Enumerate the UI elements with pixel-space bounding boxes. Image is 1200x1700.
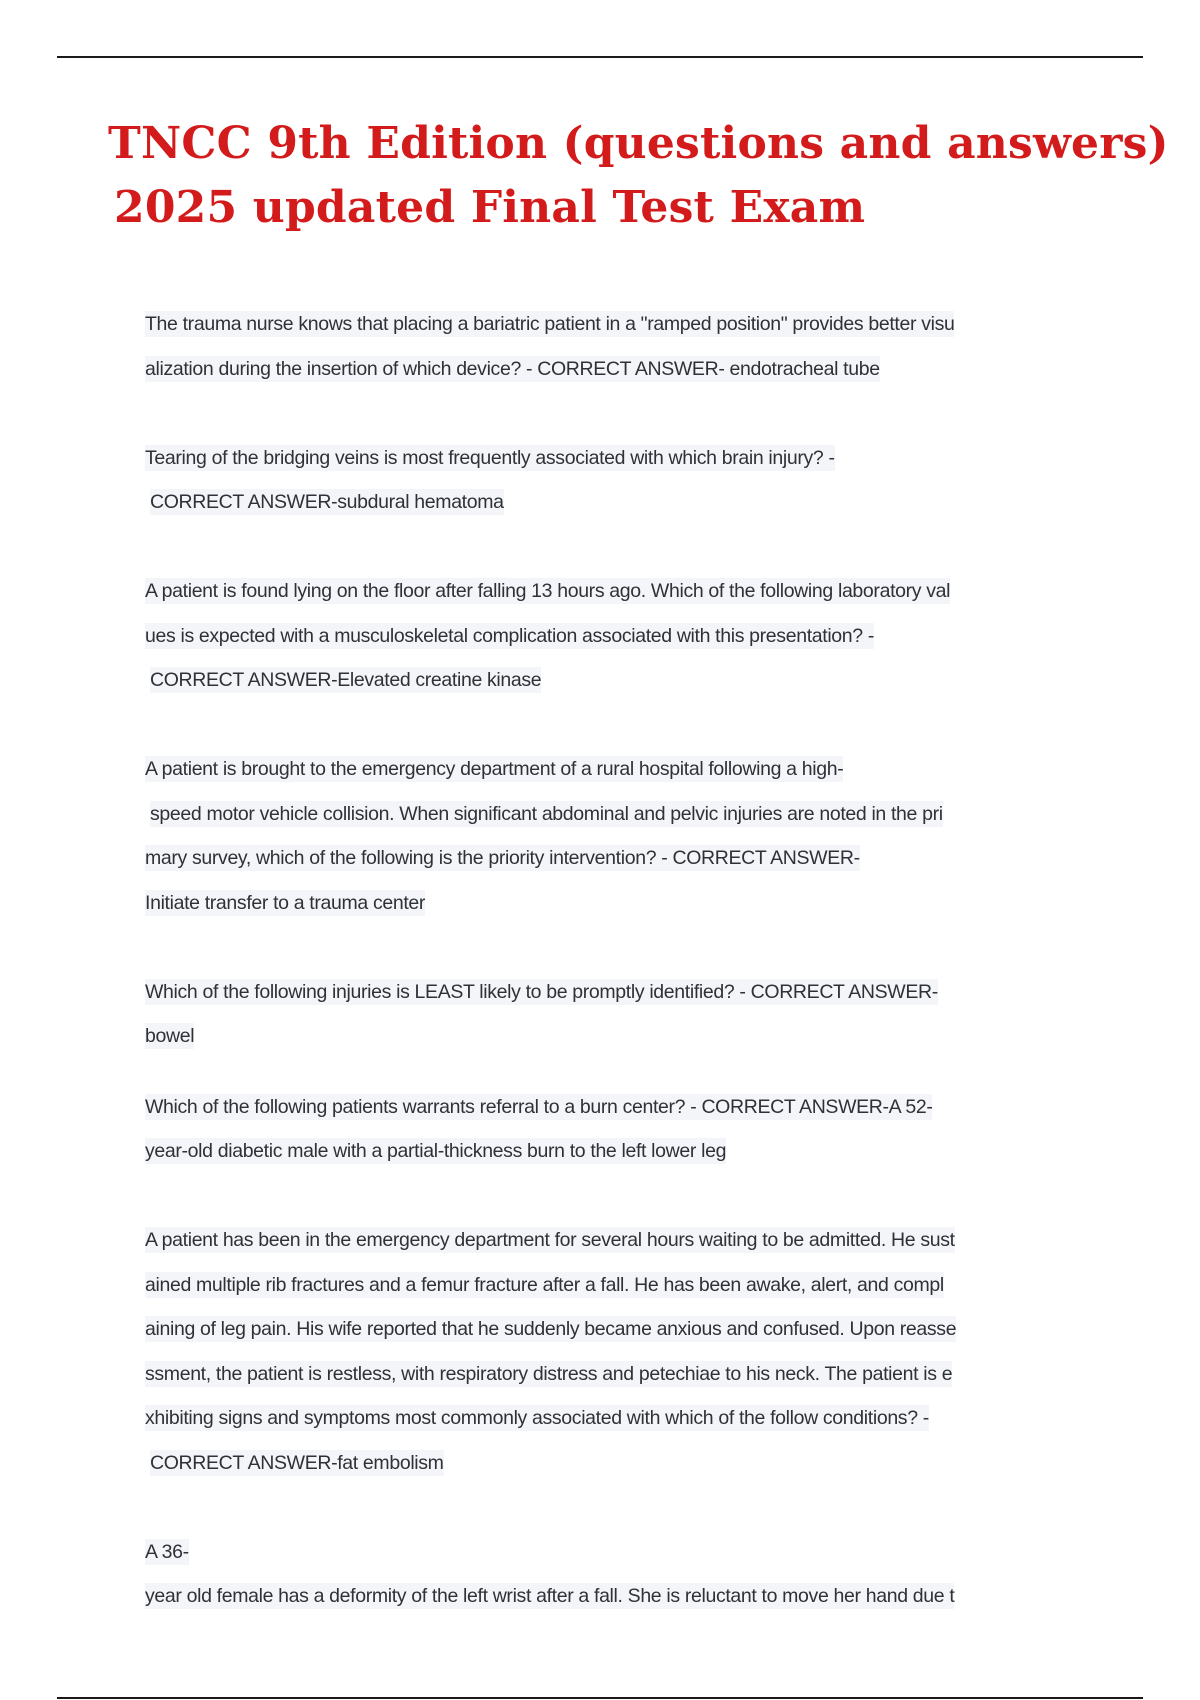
qa-line: ssment, the patient is restless, with respiratory distress and petechiae to his neck. The patient is e <box>145 1362 953 1385</box>
qa-item <box>145 1085 1090 1174</box>
qa-line: A 36- <box>145 1540 189 1563</box>
qa-line: mary survey, which of the following is the priority intervention? - CORRECT ANSWER- <box>145 847 860 869</box>
qa-line: year old female has a deformity of the left wrist after a fall. She is reluctant to move her hand due t <box>145 1585 955 1607</box>
top-divider <box>57 56 1143 58</box>
qa-line: A patient is found lying on the floor after falling 13 hours ago. Which of the following laboratory val <box>145 580 951 602</box>
qa-line: alization during the insertion of which device? - CORRECT ANSWER- endotracheal tube <box>145 357 880 380</box>
qa-line: The trauma nurse knows that placing a bariatric patient in a "ramped position" provides better visu <box>145 313 955 335</box>
qa-item <box>145 970 1090 1059</box>
qa-item <box>145 1218 1090 1485</box>
qa-line: xhibiting signs and symptoms most commonly associated with which of the follow conditions? - <box>145 1407 929 1429</box>
qa-line: CORRECT ANSWER-subdural hematoma <box>150 491 504 513</box>
qa-line: Which of the following injuries is LEAST likely to be promptly identified? - CORRECT ANSWER- <box>145 980 938 1003</box>
qa-line: CORRECT ANSWER-fat embolism <box>150 1451 444 1474</box>
qa-line: speed motor vehicle collision. When significant abdominal and pelvic injuries are noted in the pri <box>150 802 943 825</box>
qa-line: aining of leg pain. His wife reported that he suddenly became anxious and confused. Upon reasse <box>145 1318 957 1340</box>
qa-item <box>145 569 1090 703</box>
bottom-divider <box>57 1697 1143 1699</box>
qa-item <box>145 747 1090 925</box>
qa-line: CORRECT ANSWER-Elevated creatine kinase <box>150 669 542 691</box>
qa-item <box>145 1530 1090 1619</box>
qa-item <box>145 302 1090 391</box>
qa-list <box>145 302 1090 1619</box>
document-title <box>108 112 1169 240</box>
qa-line: year-old diabetic male with a partial-thickness burn to the left lower leg <box>145 1140 727 1162</box>
qa-item <box>145 436 1090 525</box>
title-line: 2025 updated Final Test Exam <box>114 182 866 233</box>
qa-line: Initiate transfer to a trauma center <box>145 891 426 914</box>
qa-line: A patient has been in the emergency department for several hours waiting to be admitted. He sust <box>145 1229 955 1251</box>
qa-line: A patient is brought to the emergency department of a rural hospital following a high- <box>145 758 844 780</box>
qa-line: ained multiple rib fractures and a femur fracture after a fall. He has been awake, alert, and compl <box>145 1273 944 1296</box>
qa-line: bowel <box>145 1025 195 1047</box>
qa-line: ues is expected with a musculoskeletal complication associated with this presentation? - <box>145 624 875 647</box>
qa-line: Tearing of the bridging veins is most frequently associated with which brain injury? - <box>145 446 835 469</box>
title-line: TNCC 9th Edition (questions and answers) <box>108 118 1169 169</box>
qa-line: Which of the following patients warrants referral to a burn center? - CORRECT ANSWER-A 52- <box>145 1095 933 1118</box>
